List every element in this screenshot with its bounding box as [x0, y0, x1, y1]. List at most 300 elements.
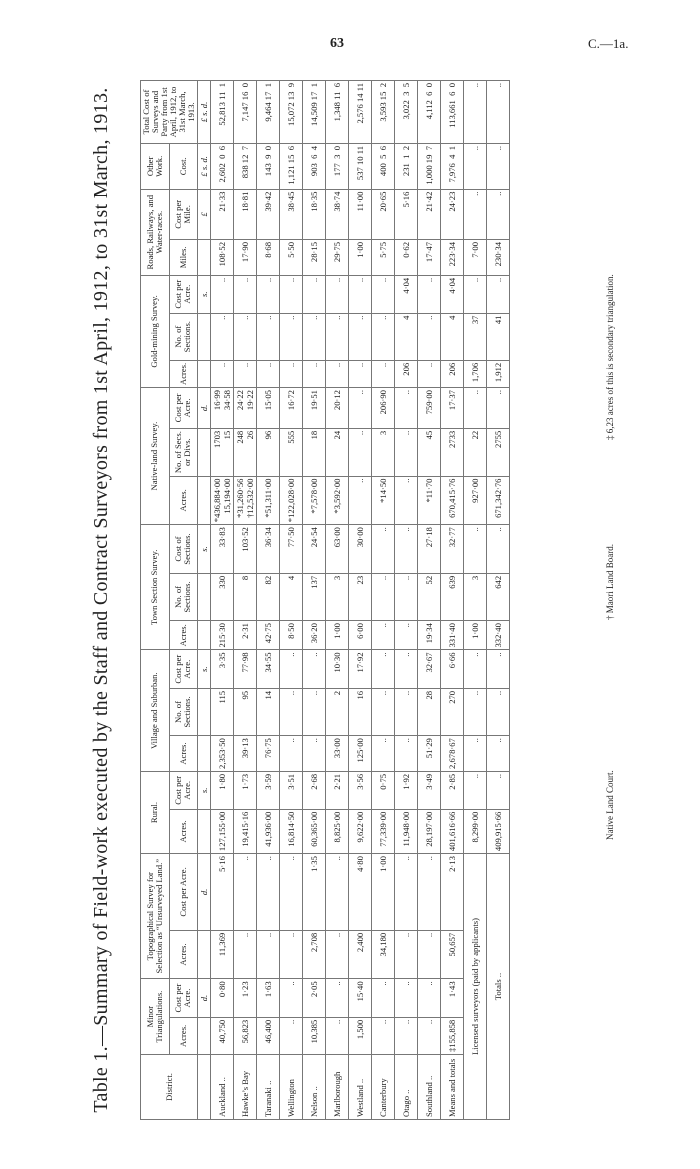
table-cell: 7,147 16 0 [234, 81, 257, 144]
sub-no-sections: No. of Sections. [169, 313, 198, 360]
table-cell: .. [372, 573, 395, 620]
table-cell: .. [280, 1017, 303, 1054]
table-cell: 17·47 [418, 240, 441, 276]
table-cell: 3·56 [349, 771, 372, 809]
header-roads: Roads, Railways, and Water-races. [141, 189, 170, 275]
unit-cell: s. [198, 275, 211, 313]
footnote-secondary-triangulation: ‡ 6,23 acres of this is secondary triangulation. [605, 274, 615, 440]
table-cell: 5·75 [372, 240, 395, 276]
table-cell: .. [464, 525, 487, 574]
page-number: 63 [330, 36, 344, 51]
table-cell: .. [418, 930, 441, 979]
table-cell: 28 [418, 688, 441, 735]
table-cell: .. [372, 275, 395, 313]
table-cell: .. [326, 360, 349, 387]
table-cell: 3 [464, 573, 487, 620]
table-cell: 77·50 [280, 525, 303, 574]
table-cell: .. [464, 275, 487, 313]
table-cell: .. [303, 360, 326, 387]
table-cell: 400 5 6 [372, 144, 395, 190]
table-cell: .. [211, 313, 234, 360]
table-cell: 1·00 [372, 854, 395, 931]
table-cell: 1·23 [234, 979, 257, 1017]
table-cell: .. [280, 275, 303, 313]
sub-no-sections: No. of Sections. [169, 573, 198, 620]
table-cell: 16·72 [280, 388, 303, 429]
table-cell: 642 [487, 573, 510, 620]
sub-acres: Acres. [169, 736, 198, 772]
table-cell: .. [303, 275, 326, 313]
sub-acres: Acres. [169, 1017, 198, 1054]
table-cell: 14 [257, 688, 280, 735]
table-cell: .. [280, 979, 303, 1017]
table-cell: 8,299·00 [464, 809, 487, 853]
table-cell: .. [303, 736, 326, 772]
footnote-maori-land-board: † Maori Land Board. [605, 544, 615, 620]
table-cell: 77,339·00 [372, 809, 395, 853]
table-cell: .. [234, 313, 257, 360]
table-cell: .. [280, 854, 303, 931]
table-cell: 115 [211, 688, 234, 735]
header-minor-triangulations: Minor Triangulations. [141, 979, 170, 1055]
table-cell: 3 [326, 573, 349, 620]
table-cell: .. [464, 771, 487, 809]
table-cell: 4·04 [441, 275, 464, 313]
unit-cell [198, 313, 211, 360]
table-cell: 1·63 [257, 979, 280, 1017]
table-cell: 15,072 13 9 [280, 81, 303, 144]
table-cell: Southland .. [418, 1055, 441, 1120]
table-cell: *7,578·00 [303, 476, 326, 525]
table-cell: 1·00 [464, 621, 487, 650]
header-village-suburban: Village and Suburban. [141, 650, 170, 771]
table-cell: 401,616·66 [441, 809, 464, 853]
unit-cell [198, 809, 211, 853]
table-cell: .. [372, 621, 395, 650]
table-cell: 15·40 [349, 979, 372, 1017]
table-cell: .. [326, 854, 349, 931]
table-cell: 63·00 [326, 525, 349, 574]
table-cell: .. [349, 313, 372, 360]
table-cell: 33·83 [211, 525, 234, 574]
sub-cost-per-acre: Cost per Acre. [169, 854, 198, 931]
table-cell: .. [464, 688, 487, 735]
table-cell: 20·12 [326, 388, 349, 429]
table-cell: 24·23 [441, 189, 464, 239]
table-cell: 10·30 [326, 650, 349, 688]
table-cell: 1·92 [395, 771, 418, 809]
table-cell: 230·34 [487, 240, 510, 276]
table-cell: 38·45 [280, 189, 303, 239]
table-cell: 1·35 [303, 854, 326, 931]
table-row [395, 81, 418, 1120]
table-cell: 24 [326, 428, 349, 476]
table-cell: .. [395, 1017, 418, 1054]
sub-cost-of-sections: Cost of Sections. [169, 525, 198, 574]
sub-miles: Miles. [169, 240, 198, 276]
table-cell: .. [257, 930, 280, 979]
table-cell: 18 [303, 428, 326, 476]
table-cell: .. [280, 930, 303, 979]
table-row [372, 81, 395, 1120]
table-cell: 21·33 [211, 189, 234, 239]
table-cell: 37 [464, 313, 487, 360]
table-cell: .. [395, 736, 418, 772]
table-cell: .. [418, 979, 441, 1017]
table-cell: 36·20 [303, 621, 326, 650]
table-cell: 1,121 15 6 [280, 144, 303, 190]
table-cell: .. [211, 360, 234, 387]
unit-cell: £ s. d. [198, 81, 211, 144]
document-reference: C.—1a. [588, 36, 629, 51]
unit-cell [198, 240, 211, 276]
table-cell: .. [395, 573, 418, 620]
table-cell: 18·35 [303, 189, 326, 239]
table-cell: .. [418, 313, 441, 360]
table-cell: 21·42 [418, 189, 441, 239]
table-cell: 5·50 [280, 240, 303, 276]
table-row [257, 81, 280, 1120]
rotated-table-page [80, 60, 660, 1140]
table-cell: 56,823 [234, 1017, 257, 1054]
table-row [349, 81, 372, 1120]
table-cell: 3·49 [418, 771, 441, 809]
table-cell: 42·75 [257, 621, 280, 650]
table-cell: .. [464, 388, 487, 429]
table-cell: .. [326, 313, 349, 360]
table-cell: 0·62 [395, 240, 418, 276]
unit-cell [198, 476, 211, 525]
sub-cost-per-acre: Cost per Acre. [169, 771, 198, 809]
table-cell: 4·80 [349, 854, 372, 931]
table-cell: .. [257, 854, 280, 931]
table-cell: 4,112 6 0 [418, 81, 441, 144]
table-cell: .. [395, 854, 418, 931]
table-cell: 28,197·00 [418, 809, 441, 853]
table-cell: .. [395, 476, 418, 525]
table-cell: 6·66 [441, 650, 464, 688]
table-cell: .. [487, 144, 510, 190]
table-cell: .. [372, 650, 395, 688]
unit-cell: £ [198, 189, 211, 239]
table-cell: 671,342·76 [487, 476, 510, 525]
table-cell: 24·22 19·22 [234, 388, 257, 429]
table-row [211, 81, 234, 1120]
header-rural: Rural. [141, 771, 170, 853]
table-cell: 1,500 [349, 1017, 372, 1054]
table-cell: .. [418, 854, 441, 931]
table-cell: .. [372, 313, 395, 360]
table-cell: 127,155·00 [211, 809, 234, 853]
table-cell: 15·05 [257, 388, 280, 429]
table-cell: Means and totals [441, 1055, 464, 1120]
table-cell: 2,602 0 6 [211, 144, 234, 190]
table-cell: .. [464, 81, 487, 144]
table-cell: .. [464, 144, 487, 190]
table-cell: 41 [487, 313, 510, 360]
table-cell: 330 [211, 573, 234, 620]
table-cell: 19·34 [418, 621, 441, 650]
table-cell: .. [464, 650, 487, 688]
sub-cost: Cost. [169, 144, 198, 190]
unit-cell [198, 688, 211, 735]
survey-summary-table [140, 80, 510, 1120]
table-cell: *31,260·56 †12,532·00 [234, 476, 257, 525]
table-cell: 7,976 4 1 [441, 144, 464, 190]
table-cell: .. [326, 1017, 349, 1054]
table-cell: 11,369 [211, 930, 234, 979]
table-cell: .. [395, 930, 418, 979]
table-cell: .. [395, 428, 418, 476]
unit-cell: s. [198, 650, 211, 688]
table-cell: 2·21 [326, 771, 349, 809]
table-cell: 39·42 [257, 189, 280, 239]
table-cell: 137 [303, 573, 326, 620]
table-row [280, 81, 303, 1120]
unit-cell [198, 428, 211, 476]
table-cell: 40,750 [211, 1017, 234, 1054]
unit-cell: d. [198, 854, 211, 931]
sub-cost-per-acre: Cost per Acre. [169, 275, 198, 313]
table-cell: 206 [441, 360, 464, 387]
table-cell: 16·99 34·58 [211, 388, 234, 429]
table-cell: 19·51 [303, 388, 326, 429]
table-cell: 3,593 15 2 [372, 81, 395, 144]
table-cell: .. [395, 688, 418, 735]
table-cell: 28·15 [303, 240, 326, 276]
table-cell: .. [303, 650, 326, 688]
table-cell: 82 [257, 573, 280, 620]
table-cell: .. [303, 688, 326, 735]
table-cell: .. [487, 736, 510, 772]
table-cell: 2·85 [441, 771, 464, 809]
header-district: District. [141, 1055, 198, 1120]
table-cell: 16 [349, 688, 372, 735]
table-cell: 8·68 [257, 240, 280, 276]
table-cell: 18·81 [234, 189, 257, 239]
table-cell: .. [349, 476, 372, 525]
table-cell: 927·00 [464, 476, 487, 525]
table-cell: .. [372, 525, 395, 574]
table-cell: .. [257, 360, 280, 387]
table-cell: 51·29 [418, 736, 441, 772]
unit-cell [198, 360, 211, 387]
table-cell: 2,678·67 [441, 736, 464, 772]
table-cell: .. [257, 275, 280, 313]
table-cell: 76·75 [257, 736, 280, 772]
table-cell: .. [395, 650, 418, 688]
table-cell: 1·80 [211, 771, 234, 809]
table-cell: 2·13 [441, 854, 464, 931]
table-cell: .. [326, 979, 349, 1017]
table-cell: 1,000 19 7 [418, 144, 441, 190]
table-body [211, 81, 510, 1120]
table-cell: Nelson .. [303, 1055, 326, 1120]
table-cell: 2,353·50 [211, 736, 234, 772]
table-cell: .. [372, 1017, 395, 1054]
table-row [234, 81, 257, 1120]
table-cell: .. [326, 930, 349, 979]
table-cell: 555 [280, 428, 303, 476]
table-cell: .. [418, 1017, 441, 1054]
table-cell: .. [349, 360, 372, 387]
table-cell: 903 6 4 [303, 144, 326, 190]
table-cell: 23 [349, 573, 372, 620]
table-cell: 4 [441, 313, 464, 360]
table-cell: 4 [395, 313, 418, 360]
table-cell: 17·37 [441, 388, 464, 429]
table-cell: 143 9 0 [257, 144, 280, 190]
table-cell: 45 [418, 428, 441, 476]
table-cell: 33·00 [326, 736, 349, 772]
table-cell: 2755 [487, 428, 510, 476]
table-row [303, 81, 326, 1120]
table-cell: 1,706 [464, 360, 487, 387]
table-cell: *14·50 [372, 476, 395, 525]
table-cell: 759·00 [418, 388, 441, 429]
table-cell: 1·00 [349, 240, 372, 276]
table-cell: .. [464, 736, 487, 772]
table-cell: 332·40 [487, 621, 510, 650]
table-cell: 34,180 [372, 930, 395, 979]
table-cell: 270 [441, 688, 464, 735]
table-cell: .. [487, 189, 510, 239]
table-cell: 1·43 [441, 979, 464, 1017]
table-cell: 4 [280, 573, 303, 620]
table-cell: 223·34 [441, 240, 464, 276]
table-cell: .. [303, 313, 326, 360]
table-cell: 3,022 3 5 [395, 81, 418, 144]
sub-no-secs-divs: No. of Secs. or Divs. [169, 428, 198, 476]
table-cell: .. [372, 360, 395, 387]
table-cell: 177 3 0 [326, 144, 349, 190]
table-cell: .. [234, 275, 257, 313]
table-cell: 16,814·50 [280, 809, 303, 853]
table-cell: .. [234, 360, 257, 387]
table-cell: 60,365·00 [303, 809, 326, 853]
table-cell: 0·80 [211, 979, 234, 1017]
sub-cost-per-acre: Cost per Acre. [169, 650, 198, 688]
table-cell: .. [487, 688, 510, 735]
table-cell: .. [349, 275, 372, 313]
unit-cell [198, 1055, 211, 1120]
table-cell: 5·16 [211, 854, 234, 931]
table-cell: 206·90 [372, 388, 395, 429]
table-cell: 215·30 [211, 621, 234, 650]
table-cell: 2·05 [303, 979, 326, 1017]
header-gold-mining: Gold-mining Survey. [141, 275, 170, 387]
table-cell: 670,415·76 [441, 476, 464, 525]
table-cell: 4·04 [395, 275, 418, 313]
table-cell: 17·92 [349, 650, 372, 688]
table-cell: 1,912 [487, 360, 510, 387]
header-total-cost: Total Cost of Surveys and Party from 1st April, 1912, to 31st March, 1913. [141, 81, 198, 144]
table-cell: 1·73 [234, 771, 257, 809]
table-cell: 95 [234, 688, 257, 735]
unit-cell [198, 1017, 211, 1054]
header-topographical-survey: Topographical Survey for Selection as “Unsurveyed Land.” [141, 854, 170, 979]
table-cell: .. [487, 525, 510, 574]
table-cell: .. [487, 650, 510, 688]
sub-no-sections: No. of Sections. [169, 688, 198, 735]
table-cell: 8 [234, 573, 257, 620]
table-cell: 32·77 [441, 525, 464, 574]
table-cell: 96 [257, 428, 280, 476]
table-cell: .. [487, 81, 510, 144]
table-cell: .. [418, 275, 441, 313]
table-cell: ‡155,858 [441, 1017, 464, 1054]
table-cell: .. [280, 313, 303, 360]
table-cell: 36·34 [257, 525, 280, 574]
table-cell: 331·40 [441, 621, 464, 650]
table-cell: 2·31 [234, 621, 257, 650]
table-cell: 1703 15 [211, 428, 234, 476]
unit-cell: s. [198, 771, 211, 809]
table-cell: 2,708 [303, 930, 326, 979]
table-cell: .. [487, 275, 510, 313]
grand-totals-row-label: Totals .. [487, 854, 510, 1120]
table-cell: 14,509 17 1 [303, 81, 326, 144]
table-cell: .. [395, 525, 418, 574]
table-cell: *436,884·00 15,194·00 [211, 476, 234, 525]
table-cell: Marlborough [326, 1055, 349, 1120]
table-title: Table 1.—Summary of Field-work executed by the Staff and Contract Surveyors from 1st April, 1912, to 31st March, 1913. [90, 87, 112, 1113]
table-cell: .. [326, 275, 349, 313]
table-cell: 19,415·16 [234, 809, 257, 853]
table-cell: 20·65 [372, 189, 395, 239]
table-cell: 52 [418, 573, 441, 620]
table-cell: .. [234, 854, 257, 931]
table-cell: *51,311·00 [257, 476, 280, 525]
licensed-surveyors-row-label: Licensed surveyors (paid by applicants) [464, 854, 487, 1120]
table-cell: 11·00 [349, 189, 372, 239]
table-cell: .. [349, 428, 372, 476]
table-cell: 639 [441, 573, 464, 620]
table-cell: 3·35 [211, 650, 234, 688]
table-cell: .. [280, 650, 303, 688]
table-cell: 2,576 14 11 [349, 81, 372, 144]
table-cell: 38·74 [326, 189, 349, 239]
unit-cell: d. [198, 979, 211, 1017]
table-cell: 6·00 [349, 621, 372, 650]
table-cell: 103·52 [234, 525, 257, 574]
table-cell: .. [372, 736, 395, 772]
table-cell: 77·98 [234, 650, 257, 688]
header-town-section: Town Section Survey. [141, 525, 170, 650]
table-cell: *3,592·00 [326, 476, 349, 525]
unit-cell [198, 621, 211, 650]
table-cell: 8·50 [280, 621, 303, 650]
sub-cost-per-mile: Cost per Mile. [169, 189, 198, 239]
table-cell: 5·16 [395, 189, 418, 239]
table-cell: .. [487, 388, 510, 429]
table-cell: 838 12 7 [234, 144, 257, 190]
table-cell: 3 [372, 428, 395, 476]
table-cell: 24·54 [303, 525, 326, 574]
table-cell: 1,348 11 6 [326, 81, 349, 144]
table-cell: .. [372, 979, 395, 1017]
unit-cell [198, 930, 211, 979]
table-cell: .. [418, 360, 441, 387]
header-native-land: Native-land Survey. [141, 388, 170, 525]
means-totals-row [441, 81, 464, 1120]
unit-cell [198, 573, 211, 620]
header-other-work: Other Work. [141, 144, 170, 190]
table-cell: 52,813 11 1 [211, 81, 234, 144]
table-cell: 46,400 [257, 1017, 280, 1054]
table-cell: 10,385 [303, 1017, 326, 1054]
table-cell: 537 10 11 [349, 144, 372, 190]
